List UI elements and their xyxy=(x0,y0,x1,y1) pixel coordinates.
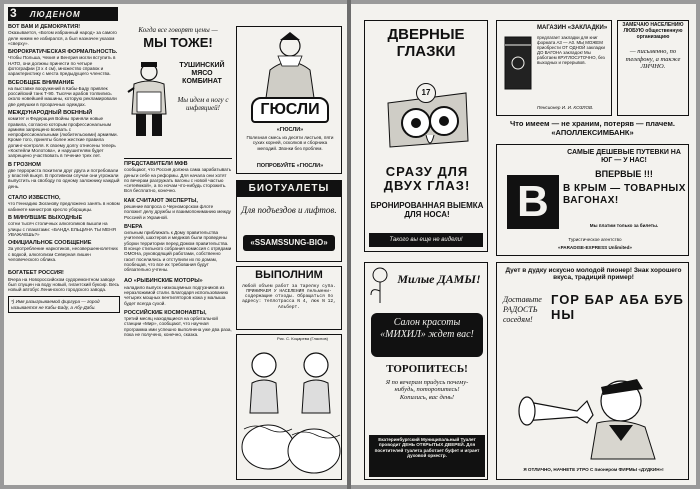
news-text: сильным приближать к Дому правительства учителей, шахтеров и медиков были проведены уборки территории перед Домом правительства. В конце стильного собрания комиссия с отрядами ОМОНа, руководящий работами, собственно гасит поселились и отступили их по домам, пообещав, что все их требования будут обязательно учтены. xyxy=(124,230,232,273)
meat-ad-top: Когда все говорят цены — xyxy=(138,26,218,34)
deputy-ad xyxy=(617,20,689,116)
news-heading: СТАЛО ИЗВЕСТНО, xyxy=(8,195,61,202)
ssamsung-text: «SSAMSSUNG-BIO» xyxy=(250,238,328,247)
salon-text: Я по вечерам придусь почему-нибудь, поторопитесь! Копились, вас день! xyxy=(385,379,469,401)
bank-slogan-text: Что имеем — не храним, потеряв — плачем. «АПОЛЛЕКСИМБАНК» xyxy=(510,120,675,137)
gusli-cta: ПОПРОБУЙТЕ «ГЮСЛИ» xyxy=(256,163,324,169)
door-number: 17 xyxy=(421,88,431,97)
deputy-title: ЗАМЕЧАЮ НАСЕЛЕНИЮ ЛЮБУЮ общественную организацию xyxy=(622,22,684,40)
news-text: на выставке вооружений в Кабы-Баду привлек российский танк Т-90. Тысячи арабов толпились около новейшей машины, которую рекламировали две девушки в прозрачных одеждах. xyxy=(8,85,117,107)
gusli-caption-heading: «ГЮСЛИ» xyxy=(276,127,304,133)
vypolnim-ad xyxy=(236,266,342,330)
right-page xyxy=(351,4,696,485)
salon-hurry: ТОРОПИТЕСЬ! xyxy=(386,363,468,375)
news-heading: В МИНУВШИЕ ВЫХОДНЫЕ xyxy=(8,214,83,221)
news-item xyxy=(8,49,120,76)
news-item xyxy=(124,198,232,220)
salon-footer: Екатеринбургский Муниципальный Туалет проводит ДЕНЬ ОТКРЫТЫХ ДВЕРЕЙ. Для посетителей туалета работает буфет и играет духовой оркестр. xyxy=(374,437,480,458)
door-peephole-ad xyxy=(364,20,488,252)
travel-big: В КРЫМ — ТОВАРНЫХ ВАГОНАХ! xyxy=(563,183,686,206)
mfa-column xyxy=(124,158,232,480)
butcher-illustration xyxy=(126,62,172,140)
biotoilets-subtitle: Для подъездов и лифтов. xyxy=(241,205,337,215)
bank-slogan xyxy=(496,120,689,142)
news-item xyxy=(8,240,120,262)
news-heading: ПРЕДСТАВИТЕЛИ МФВ xyxy=(124,161,188,167)
meat-ad xyxy=(124,26,232,154)
comic-strip xyxy=(236,334,342,480)
news-heading: РОССИЙСКИЕ КОСМОНАВТЫ, xyxy=(124,309,207,316)
pioneer-trumpet-illustration xyxy=(517,361,667,461)
travel-brand: «PARADISE-EXPRESS Unlimited» xyxy=(558,245,632,250)
news-item xyxy=(8,215,120,237)
news-item xyxy=(8,162,120,189)
pioneer-script: Доставьте РАДОСТЬ соседям! xyxy=(503,295,542,324)
biotoilets-title-bar xyxy=(237,181,341,197)
beauty-salon-ad xyxy=(364,262,488,480)
bookmark-title: МАГАЗИН «ЗАКЛАДКИ» xyxy=(537,25,608,31)
travel-head: САМЫЕ ДЕШЕВЫЕ ПУТЕВКИ НА ЮГ — У НАС! xyxy=(567,149,681,165)
news-column xyxy=(8,24,120,476)
salon-top: Милые ДАМЫ! xyxy=(397,272,481,286)
meat-ad-headline: МЫ ТОЖЕ! xyxy=(143,35,213,51)
masthead xyxy=(8,7,118,21)
deputy-text: — письменно, по телефону, а также ЛИЧНО. xyxy=(625,48,681,71)
news-text: сотни тысяч столичных алкоголиков вышли на улицы с плакатами: «БАНДА ЕЛЬЦИНА ТЫ МЕНЯ УВАЖАЕШЬ?» xyxy=(8,221,116,237)
news-heading: ВСЕОБЩЕЕ ВНИМАНИЕ xyxy=(8,79,75,86)
doors-footer-bar xyxy=(369,233,483,247)
news-text: две террориста похитили друг друга и потребовали у властей выкуп. В противном случае они угрожали выпустить на свободу по одному заложнику каждый день. xyxy=(8,167,120,189)
news-text: решение вопроса о Черноморском флоте положит делу дружбы и взаимопониманию между Россией и Украиной. xyxy=(124,204,231,220)
gusli-instrument xyxy=(251,97,329,123)
footnote-text: *) Имя разыгрываемой фиргура — город называется не Кабы-Баду, а Абу-Даби. xyxy=(11,299,100,310)
bookmark-text: предлагает закладки для книг формата А3 — А0. МЫ МОЖЕМ приобрести ОТ ОДНОЙ закладки ДО ВАГОНА закладок! Мы работаем КРУГЛОСУТОЧНО, без выходных и перерывов. xyxy=(537,35,605,66)
meat-ad-slogan: Мы идем в ногу с инфляцией! xyxy=(177,96,229,113)
news-heading: ВЧЕРА xyxy=(124,223,143,230)
gusli-title: ГЮСЛИ xyxy=(260,101,320,118)
doors-sub: БРОНИРОВАННАЯ ВЫЕМКА ДЛЯ НОСА! xyxy=(370,201,484,220)
doors-title: ДВЕРНЫЕ ГЛАЗКИ xyxy=(387,26,465,60)
news-heading: БОГАТЕЕТ РОССИЯ! xyxy=(8,270,64,277)
news-text: За употребление наркотиков, несовершеннолетних с водкой, алкоголизм Северная лишен человеческого облика. xyxy=(8,246,118,262)
biotoilets-ad xyxy=(236,180,342,262)
news-item xyxy=(8,80,120,107)
news-text: сообщают, что Россия должна сама зарабатывать деньги себе на реформы. Для начала они хотят по вечерам разгружать вагоны с новой частью «сетеёмкой», а по ночам что-нибудь сторожить. Вся бесплатно, конечно. xyxy=(124,167,232,194)
comic-caption: Рис. С. Коцарева (Гласнов) xyxy=(277,336,328,341)
left-page xyxy=(4,4,347,485)
news-text: третий месяц находящиеся на орбитальной станции «Мир», сообщают, что научная программа ими успешно выполнена уже два раза, пока не получено, конечно, сказка. xyxy=(124,316,232,338)
ssamsung-label xyxy=(243,235,335,251)
news-text: Вчера на Новороссийском судоремонтном заводе был спущен на воду новый, гигантский буксир. Весь новый автобус Ленинского городского завода. xyxy=(8,276,120,293)
gusli-text: Полезная смесь из десяти листьев, пяти сухих корней, осколков и сборника мелодий. Звонки без проблем. xyxy=(246,135,334,151)
news-item xyxy=(124,161,232,194)
pioneer-big: ГОР БАР АБА БУБ НЫ xyxy=(551,292,684,322)
travel-ad xyxy=(496,144,689,256)
news-heading: АО «РЫБИНСКИЕ МОТОРЫ» xyxy=(124,278,203,285)
meat-ad-company: ТУШИНСКИЙ МЯСО КОМБИНАТ xyxy=(179,62,225,86)
news-item xyxy=(124,278,232,305)
news-text: Оказывается, «Богом избранный народ» за самого деле никем не избирался, а был назначен указом «сверху». xyxy=(8,30,117,46)
bookmark-shop-ad xyxy=(496,20,612,116)
news-item xyxy=(8,24,120,46)
news-item xyxy=(8,110,120,159)
news-heading: БЮРОКРАТИЧЕСКАЯ ФОРМАЛЬНОСТЬ. xyxy=(8,49,118,56)
pioneer-footer: Я ОТЛИЧНО, НАЧНЕТЕ УТРО С пионером ФИРМЫ «ДУДКИН»! xyxy=(523,467,664,472)
travel-note: Мы платим только за билеты. xyxy=(589,223,659,228)
footnote-box xyxy=(8,296,120,313)
pioneer-head: Дует в дудку искусно молодой пионер! Знак хорошего вкуса, традиций пример! xyxy=(505,267,682,282)
page-number: 3 xyxy=(10,7,17,20)
letter-v: В xyxy=(517,177,549,226)
musician-illustration xyxy=(240,30,340,100)
news-item xyxy=(8,195,120,212)
comic-illustration xyxy=(238,343,342,479)
news-item xyxy=(124,310,232,337)
doors-headline: СРАЗУ ДЛЯ ДВУХ ГЛАЗ! xyxy=(383,164,471,193)
travel-agency: Туристическое агентство xyxy=(568,237,622,242)
news-heading: ВОТ ВАМ И ДЕМОКРАТИЯ! xyxy=(8,24,81,30)
news-heading: ОФИЦИАЛЬНОЕ СООБЩЕНИЕ xyxy=(8,240,92,247)
bookmark-illustration xyxy=(501,33,535,93)
vypolnim-title: ВЫПОЛНИМ xyxy=(255,269,323,281)
travel-big-letter xyxy=(507,175,559,229)
news-text: Чтобы Польша, Чехия и Венгрия могли вступить в НАТО, они должны принести по четыре фотографии (3 х 4 см), множество справок и характеристику с места предыдущего членства. xyxy=(8,55,116,77)
salon-banner xyxy=(371,313,483,357)
flower-ornament xyxy=(367,265,393,305)
news-text: что Геннадию Зюганову предложено занять в новом кабинете министров кресло уборщицы. xyxy=(8,201,120,212)
pioneer-ad xyxy=(496,262,689,480)
masthead-title: ЛЮДЕНОМ xyxy=(30,10,81,19)
doors-footer: Такого вы еще не видели! xyxy=(389,237,463,243)
news-text: комитет и Федерация Войны приняли новые правила, согласно которым профессиональным армиям запрещено воевать с непрофессиональными (любительскими) армиями. Кроме того, приняты более жесткие правила допинг-контроля. К своему долгу отнесены теперь «Коктейли Молотова», и нарушителям будет запрещено участвовать в течение трех лет. xyxy=(8,116,118,159)
biotoilets-title: БИОТУАЛЕТЫ xyxy=(248,183,330,194)
news-item xyxy=(124,224,232,273)
news-heading: МЕЖДУНАРОДНЫЙ ВОЕННЫЙ xyxy=(8,110,93,117)
news-item xyxy=(8,270,120,292)
gusli-ad xyxy=(236,26,342,174)
news-heading: КАК СЧИТАЮТ ЭКСПЕРТЫ, xyxy=(124,197,198,204)
vypolnim-text: любой объем работ за тарелку супа. ПРИНИМАЕМ У НАСЕЛЕНИЯ пельмени-содержащие отходы. Обращаться по адресу: теплотрасса N 4, люк N 12, Альберт. xyxy=(242,283,336,310)
bookmark-signer: Пенсионер И. И. КОЗЛОВ. xyxy=(537,105,594,110)
salon-name: Салон красоты «МИХИЛ» ждет вас! xyxy=(380,317,474,340)
door-number-badge xyxy=(416,83,436,103)
salon-footer-box xyxy=(369,435,485,477)
news-heading: В ГРОЗНОМ xyxy=(8,161,41,168)
travel-first: ВПЕРВЫЕ !!! xyxy=(595,169,653,179)
news-text: наладило выпуск низкошумных подгузников из неразложимой стали. Благодаря использованию четырех мощных вентиляторов кожа у малыша будет всегда сухой. xyxy=(124,284,229,306)
